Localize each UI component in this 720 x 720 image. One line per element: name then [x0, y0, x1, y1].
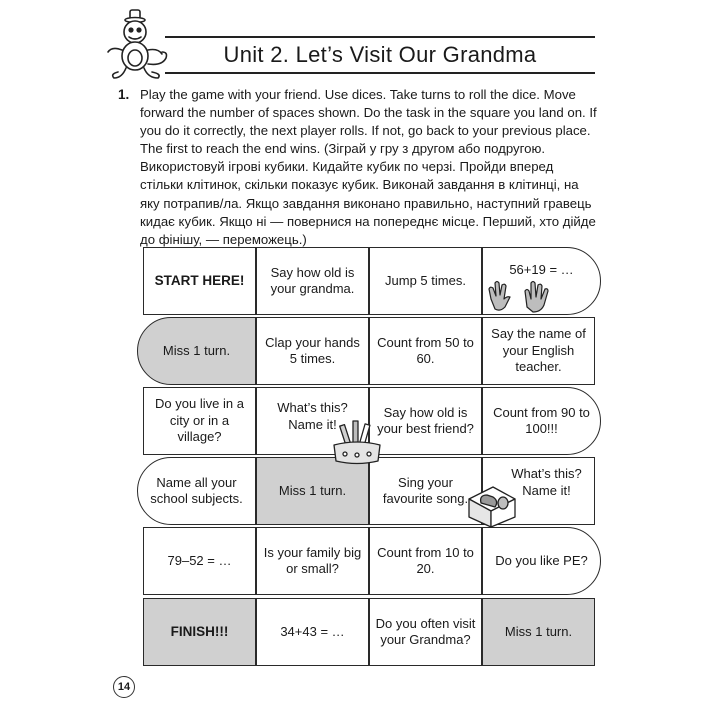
board-cell: Is your family big or small?: [256, 527, 369, 595]
board-cell: Say how old is your grandma.: [256, 247, 369, 315]
board-cell: Count from 50 to 60.: [369, 317, 482, 385]
exercise-number: 1.: [118, 87, 130, 102]
mascot-icon: [100, 8, 172, 82]
board-cell: Clap your hands 5 times.: [256, 317, 369, 385]
board-cell: Do you live in a city or in a village?: [143, 387, 256, 455]
pencil-case-icon: [331, 419, 383, 469]
board-cell-miss-turn: Miss 1 turn.: [137, 317, 256, 385]
board-cell-start: START HERE!: [143, 247, 256, 315]
board-cell: Count from 90 to 100!!!: [482, 387, 601, 455]
board-cell: Say how old is your best friend?: [369, 387, 482, 455]
board-cell: Say the name of your English teacher.: [482, 317, 595, 385]
board-cell: Name all your school subjects.: [137, 457, 256, 525]
board-cell: 56+19 = …: [482, 247, 601, 315]
board-cell: Do you like PE?: [482, 527, 601, 595]
page-number: 14: [113, 676, 135, 698]
board-cell-miss-turn: Miss 1 turn.: [482, 598, 595, 666]
board-cell: What’s this? Name it!: [256, 387, 369, 455]
board-cell: Count from 10 to 20.: [369, 527, 482, 595]
lunch-box-icon: [463, 477, 519, 529]
instructions-ukrainian: (Зіграй у гру з другом або подругою. Використовуй ігрові кубики. Кидайте кубик по черзі. Пройди вперед стільки клітинок, скільки показує кубик. Виконай завдання в клітинці, на яку потрапив/ла. Якщо завдання виконано правильно, наступний гравець кидає кубик. Якщо ні — повернися на попереднє місце. Перший, хто дійде до фінішу, — переможець.): [140, 141, 596, 247]
board-cell-finish: FINISH!!!: [143, 598, 256, 666]
board-cell: 79–52 = …: [143, 527, 256, 595]
game-board: [143, 247, 601, 666]
exercise-instructions: [140, 86, 598, 249]
board-cell: Sing your favourite song.: [369, 457, 482, 525]
counting-hands-icon: [487, 277, 553, 315]
instructions-english: Play the game with your friend. Use dices. Take turns to roll the dice. Move forward the number of spaces shown. Do the task in the square you land on. If you do it correctly, the next player rolls. If not, go back to your previous place. The first to reach the end wins.: [140, 87, 597, 157]
board-cell: Do you often visit your Grandma?: [369, 598, 482, 666]
board-cell-miss-turn: Miss 1 turn.: [256, 457, 369, 525]
board-cell: Jump 5 times.: [369, 247, 482, 315]
board-cell: What’s this? Name it!: [482, 457, 595, 525]
page-title: Unit 2. Let’s Visit Our Grandma: [223, 42, 537, 67]
header-rule-top: [165, 36, 595, 38]
board-cell: 34+43 = …: [256, 598, 369, 666]
header-rule-bottom: [165, 72, 595, 74]
